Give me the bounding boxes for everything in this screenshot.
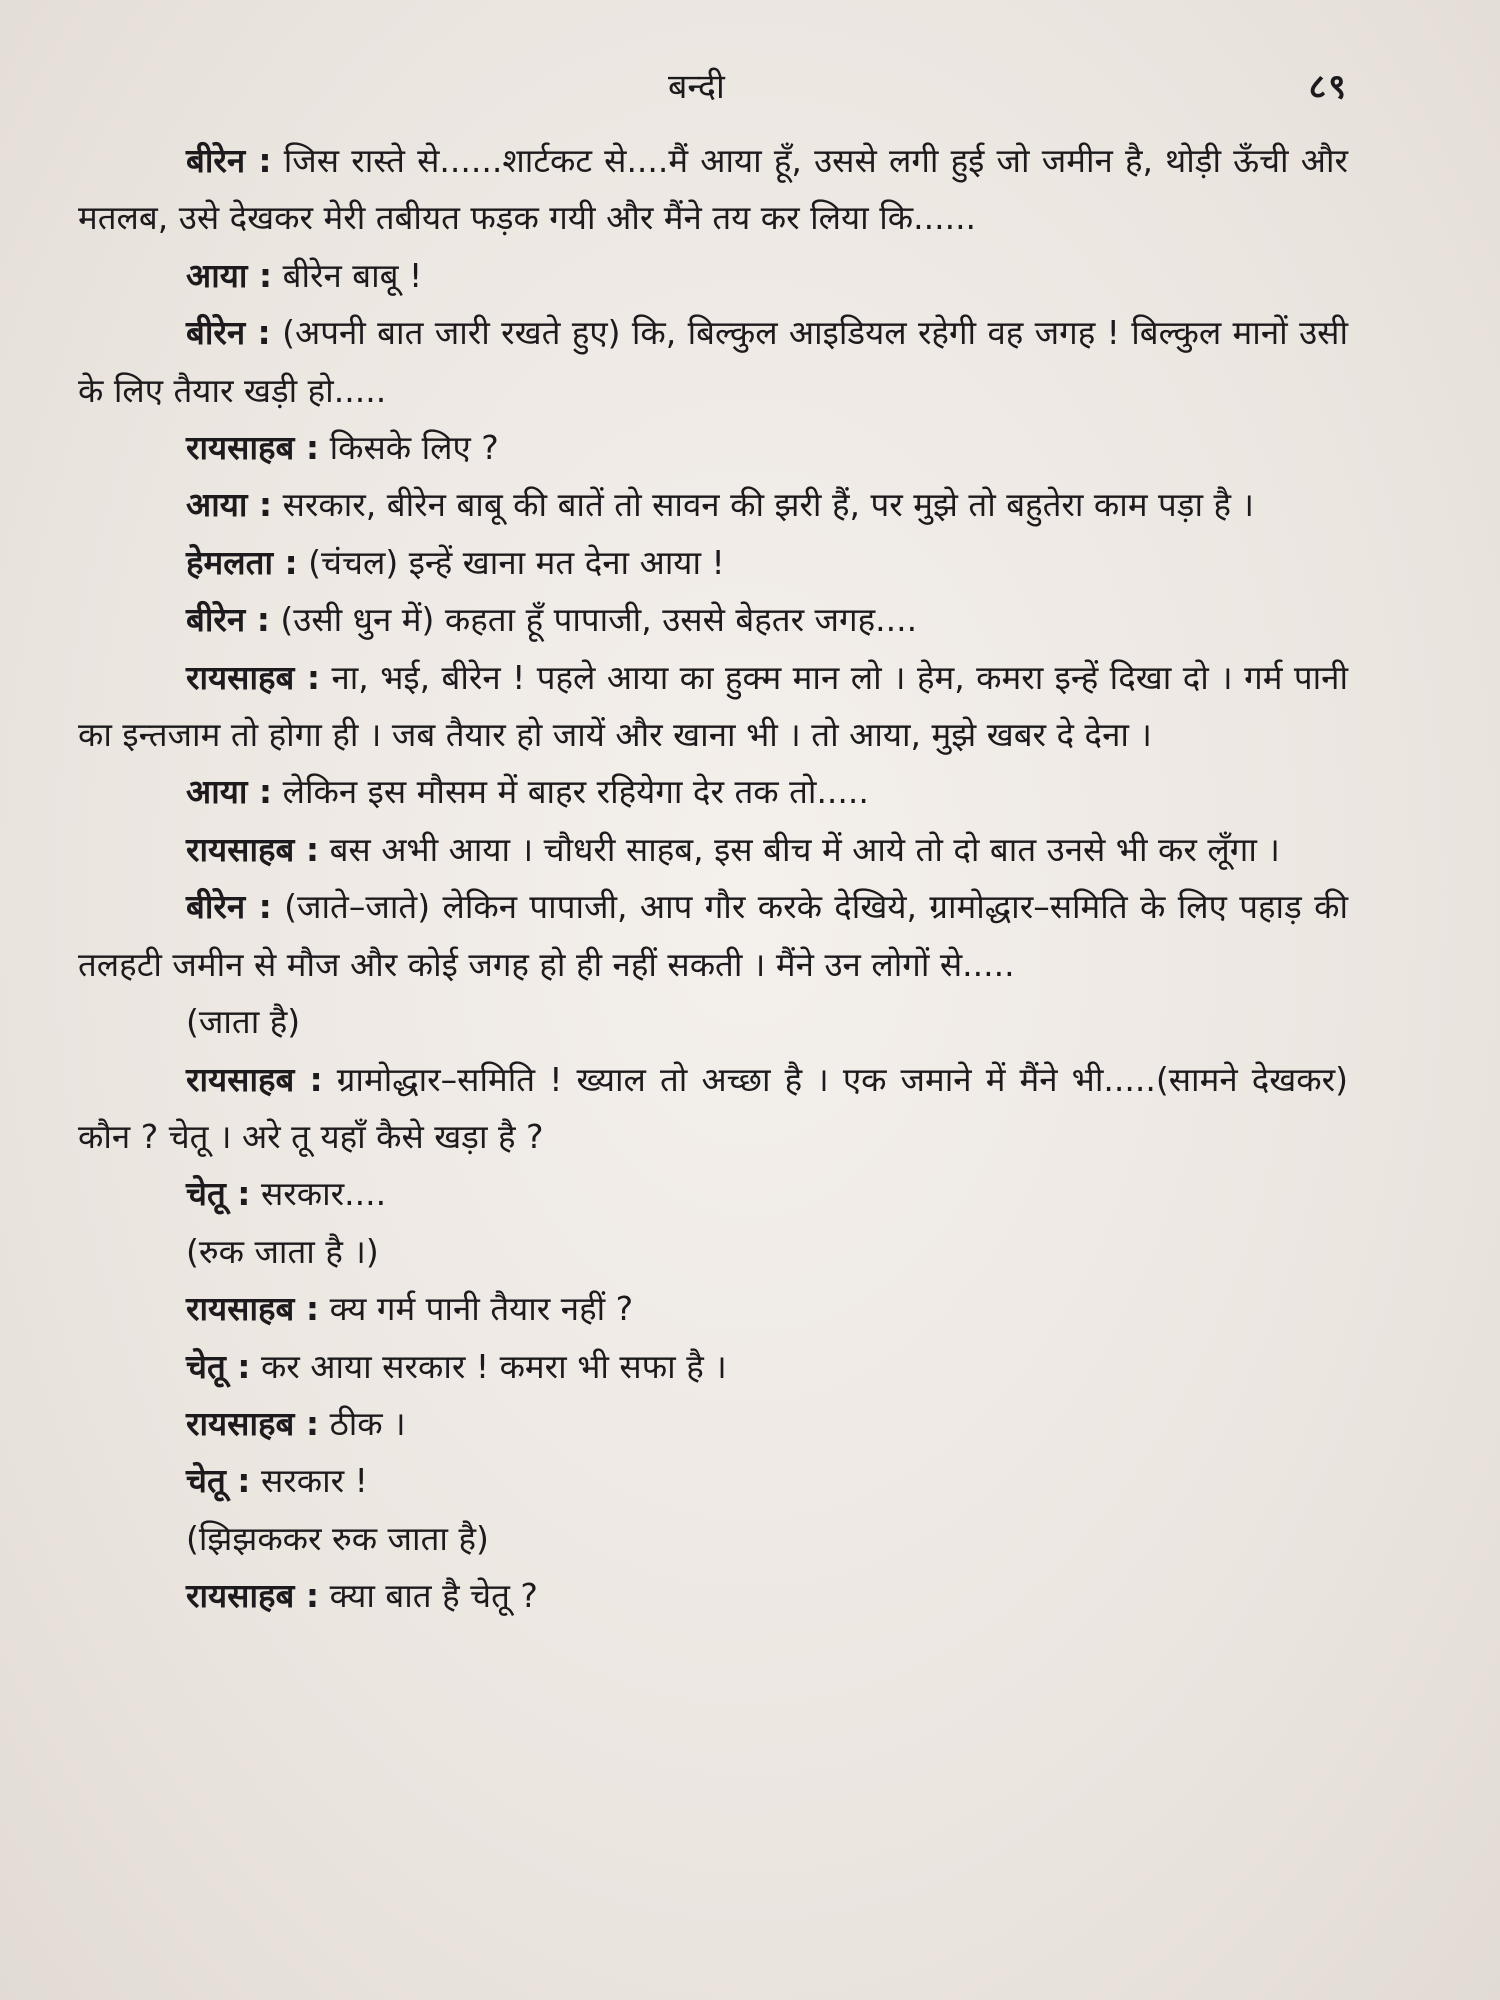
dialogue-text: जिस रास्ते से......शार्टकट से....मैं आया हूँ, उससे लगी हुई जो जमीन है, थोड़ी ऊँची और मतलब, उसे देखकर मेरी तबीयत फड़क गयी और मैंने तय कर लिया कि...... [78,141,1349,238]
speaker-name: बीरेन : [186,313,271,353]
dialogue-text: बीरेन बाबू ! [272,255,423,295]
dialogue-line [78,878,1348,993]
speaker-name: रायसाहब : [186,1289,320,1329]
dialogue-text: बस अभी आया । चौधरी साहब, इस बीच में आये तो दो बात उनसे भी कर लूँगा । [319,829,1280,869]
dialogue-text: (जाते–जाते) लेकिन पापाजी, आप गौर करके देखिये, ग्रामोद्धार–समिति के लिए पहाड़ की तलहटी जमीन से मौज और कोई जगह हो ही नहीं सकती । मैंने उन लोगों से..... [78,887,1349,984]
dialogue-line [78,763,1348,820]
dialogue-text: क्य गर्म पानी तैयार नहीं ? [319,1289,634,1329]
speaker-name: रायसाहब : [186,1403,320,1443]
speaker-name: बीरेन : [186,887,272,927]
page-number: ८९ [1308,67,1348,107]
dialogue-line [78,1452,1348,1509]
dialogue-text: लेकिन इस मौसम में बाहर रहियेगा देर तक तो..... [272,772,869,812]
dialogue-line [78,1395,1348,1452]
speaker-name: हेमलता : [186,542,298,582]
speaker-name: आया : [186,255,273,295]
dialogue-text: सरकार ! [250,1461,368,1501]
speaker-name: चेतू : [186,1174,251,1214]
dialogue-text: सरकार.... [250,1174,387,1214]
dialogue-text: ठीक । [319,1403,406,1443]
running-title: बन्दी [668,67,725,107]
dialogue-line [78,591,1348,648]
dialogue-line [78,476,1348,533]
play-dialogue [78,132,1348,1625]
dialogue-text: ना, भई, बीरेन ! पहले आया का हुक्म मान लो । हेम, कमरा इन्हें दिखा दो । गर्म पानी का इन्तजाम तो होगा ही । जब तैयार हो जायें और खाना भी । तो आया, मुझे खबर दे देना । [78,657,1348,755]
speaker-name: चेतू : [186,1461,251,1501]
dialogue-text: क्या बात है चेतू ? [319,1576,538,1616]
speaker-name: बीरेन : [186,600,270,640]
speaker-name: चेतू : [186,1346,251,1386]
speaker-name: रायसाहब : [186,829,320,869]
speaker-name: बीरेन : [186,141,272,180]
dialogue-line [78,1567,1348,1624]
dialogue-line [78,1051,1348,1166]
dialogue-text: (चंचल) इन्हें खाना मत देना आया ! [297,542,725,582]
stage-direction: (जाता है) [186,1002,301,1042]
dialogue-line [78,534,1348,591]
speaker-name: रायसाहब : [186,428,320,468]
dialogue-line [78,649,1348,764]
speaker-name: आया : [186,485,273,525]
dialogue-text: (अपनी बात जारी रखते हुए) कि, बिल्कुल आइडियल रहेगी वह जगह ! बिल्कुल मानों उसी के लिए तैयार खड़ी हो..... [78,313,1349,410]
speaker-name: रायसाहब : [186,1059,323,1099]
dialogue-line [78,419,1348,476]
dialogue-text: किसके लिए ? [319,428,499,468]
dialogue-text: ग्रामोद्धार–समिति ! ख्याल तो अच्छा है । एक जमाने में मैंने भी.....(सामने देखकर) कौन ? चेतू । अरे तू यहाँ कैसे खड़ा है ? [78,1059,1348,1156]
dialogue-text: (उसी धुन में) कहता हूँ पापाजी, उससे बेहतर जगह.... [269,600,918,640]
dialogue-line [78,1280,1348,1337]
dialogue-text: सरकार, बीरेन बाबू की बातें तो सावन की झरी हैं, पर मुझे तो बहुतेरा काम पड़ा है । [272,485,1255,525]
dialogue-line [78,247,1348,304]
dialogue-line [78,1338,1348,1395]
stage-direction: (रुक जाता है ।) [186,1231,379,1271]
dialogue-line [78,304,1348,419]
dialogue-line [78,132,1348,247]
dialogue-line [78,821,1348,878]
page-header [0,62,1500,122]
stage-direction: (झिझककर रुक जाता है) [186,1518,489,1558]
speaker-name: रायसाहब : [186,657,321,697]
speaker-name: आया : [186,772,273,812]
speaker-name: रायसाहब : [186,1576,320,1616]
dialogue-text: कर आया सरकार ! कमरा भी सफा है । [250,1346,727,1386]
dialogue-line [78,1165,1348,1222]
